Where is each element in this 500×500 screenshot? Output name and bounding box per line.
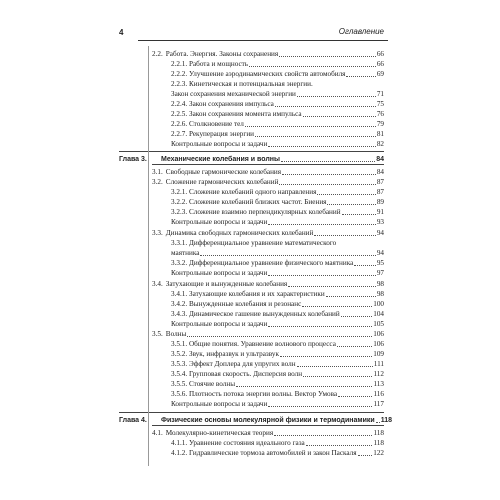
- entry-title: Свободные гармонические колебания: [165, 168, 282, 176]
- page-ref: 118: [380, 417, 393, 424]
- toc-entry: [171, 208, 384, 217]
- entry-title: Динамика свободных гармонических колебаний: [165, 229, 314, 237]
- dot-leader: [337, 346, 372, 347]
- dot-leader: [302, 306, 372, 307]
- page-ref: 109: [373, 350, 384, 358]
- toc-entry: [171, 110, 384, 119]
- page-ref: 94: [376, 229, 384, 237]
- page-ref: 104: [373, 310, 384, 318]
- toc-entry: [171, 380, 384, 389]
- toc-entry: [171, 439, 384, 448]
- section-number: 3.3.: [152, 229, 163, 237]
- dot-leader: [268, 406, 372, 407]
- page-ref: 93: [376, 218, 384, 226]
- page-ref: 122: [373, 449, 384, 457]
- chapter-label: Глава 3.: [119, 156, 147, 163]
- page-ref: 111: [373, 360, 384, 368]
- page-ref: 71: [376, 90, 384, 98]
- toc-entry: [152, 178, 384, 187]
- entry-title: 2.2.7. Рекуперация энергии: [171, 130, 255, 138]
- entry-title: 2.2.3. Кинетическая и потенциальная энергии.: [171, 80, 313, 88]
- page-ref: 91: [376, 208, 384, 216]
- section-number: 3.2.: [152, 178, 163, 186]
- entry-title: Молекулярно-кинетическая теория: [165, 429, 274, 437]
- page-ref: 89: [376, 198, 384, 206]
- toc-entry: [171, 249, 384, 258]
- page-ref: 113: [373, 380, 384, 388]
- page-ref: 112: [373, 370, 384, 378]
- dot-leader: [376, 422, 380, 423]
- dot-leader: [268, 275, 375, 276]
- section-number: 3.1.: [152, 168, 163, 176]
- page-number: 4: [119, 28, 124, 37]
- toc-entry: [152, 50, 384, 59]
- toc-entry: [152, 330, 384, 339]
- entry-title: 3.5.6. Плотность потока энергии волны. Вектор Умова: [171, 390, 338, 398]
- toc-entry: [171, 390, 384, 399]
- toc-entry: [152, 280, 384, 289]
- page-ref: 118: [373, 439, 384, 447]
- entry-title: Механические колебания и волны: [161, 156, 281, 163]
- section-number: 4.1.: [152, 429, 163, 437]
- dot-leader: [249, 66, 376, 67]
- page-ref: 105: [373, 320, 384, 328]
- section-divider: [119, 151, 384, 152]
- entry-title: 3.2.1. Сложение колебаний одного направления: [171, 188, 317, 196]
- entry-title: Контрольные вопросы и задачи: [171, 140, 268, 148]
- page-ref: 95: [376, 259, 384, 267]
- toc-entry: [171, 320, 384, 329]
- page-ref: 82: [376, 140, 384, 148]
- section-number: 3.4.: [152, 280, 163, 288]
- entry-title: Сложение гармонических колебаний: [165, 178, 279, 186]
- entry-title: 2.2.5. Закон сохранения момента импульса: [171, 110, 302, 118]
- dot-leader: [306, 445, 373, 446]
- entry-title: 3.2.3. Сложение взаимно перпендикулярных колебаний: [171, 208, 341, 216]
- page-ref: 118: [373, 429, 384, 437]
- toc-entry: [171, 70, 384, 79]
- dot-leader: [317, 194, 375, 195]
- entry-title: 2.2.4. Закон сохранения импульса: [171, 100, 274, 108]
- section-divider: [152, 164, 384, 165]
- page-ref: 79: [376, 120, 384, 128]
- dot-leader: [297, 96, 376, 97]
- section-number: 2.2.: [152, 50, 163, 58]
- toc-entry: [171, 340, 384, 349]
- toc-entry: [152, 168, 384, 177]
- entry-title: 3.5.5. Стоячие волны: [171, 380, 236, 388]
- toc-entry: [171, 60, 384, 69]
- toc-entry: [171, 259, 384, 268]
- toc-entry: [171, 370, 384, 379]
- entry-title: 3.3.2. Дифференциальное уравнение физического маятника: [171, 259, 354, 267]
- dot-leader: [326, 296, 376, 297]
- toc-entry: [171, 449, 384, 458]
- dot-leader: [245, 126, 376, 127]
- entry-title: 3.5.3. Эффект Доплера для упругих волн: [171, 360, 296, 368]
- entry-title: 3.5.4. Групповая скорость. Дисперсия волн: [171, 370, 303, 378]
- dot-leader: [279, 184, 375, 185]
- dot-leader: [268, 224, 375, 225]
- page-ref: 117: [373, 400, 384, 408]
- entry-title: 3.4.2. Вынужденные колебания и резонанс: [171, 300, 302, 308]
- dot-leader: [297, 366, 373, 367]
- page-ref: 66: [376, 60, 384, 68]
- page-ref: 84: [376, 168, 384, 176]
- entry-title: 3.2.2. Сложение колебаний близких частот. Биения: [171, 198, 327, 206]
- toc-entry: [171, 300, 384, 309]
- page-ref: 106: [373, 330, 384, 338]
- toc-entry: [171, 310, 384, 319]
- page-ref: 69: [376, 70, 384, 78]
- toc-entry: [171, 90, 384, 99]
- dot-leader: [354, 265, 376, 266]
- dot-leader: [342, 214, 376, 215]
- toc-entry: [171, 198, 384, 207]
- toc-entry: [171, 400, 384, 409]
- dot-leader: [275, 106, 376, 107]
- toc-entry: [171, 239, 384, 248]
- dot-leader: [187, 336, 372, 337]
- toc-chapter-entry: [161, 155, 384, 164]
- entry-title: 2.2.1. Работа и мощность: [171, 60, 249, 68]
- dot-leader: [288, 286, 376, 287]
- running-head: Оглавление: [338, 27, 384, 36]
- entry-title: 4.1.1. Уравнение состояния идеального газа: [171, 439, 305, 447]
- entry-title: Затухающие и вынужденные колебания: [165, 280, 288, 288]
- page-ref: 87: [376, 188, 384, 196]
- page-ref: 66: [376, 50, 384, 58]
- chapter-label: Глава 4.: [119, 417, 147, 424]
- dot-leader: [303, 116, 376, 117]
- entry-title: 3.5.1. Общие понятия. Уравнение волнового процесса: [171, 340, 336, 348]
- dot-leader: [346, 76, 375, 77]
- toc-entry: [171, 269, 384, 278]
- dot-leader: [255, 136, 376, 137]
- toc-entry: [152, 429, 384, 438]
- toc-entry: [152, 229, 384, 238]
- entry-title: 2.2.2. Улучшение аэродинамических свойств автомобиля: [171, 70, 346, 78]
- entry-title: Волны: [165, 330, 187, 338]
- entry-title: Контрольные вопросы и задачи: [171, 218, 268, 226]
- toc-entry: [171, 218, 384, 227]
- page-ref: 100: [373, 300, 384, 308]
- dot-leader: [268, 146, 375, 147]
- page-ref: 97: [376, 269, 384, 277]
- entry-title: маятника: [171, 249, 200, 257]
- dot-leader: [282, 174, 376, 175]
- toc-entry: [171, 290, 384, 299]
- entry-title: Работа. Энергия. Законы сохранения: [165, 50, 279, 58]
- entry-title: 3.5.2. Звук, инфразвук и ультразвук: [171, 350, 279, 358]
- toc-entry: [171, 360, 384, 369]
- page-ref: 87: [376, 178, 384, 186]
- page-ref: 75: [376, 100, 384, 108]
- dot-leader: [341, 316, 372, 317]
- page-ref: 76: [376, 110, 384, 118]
- page-ref: 81: [376, 130, 384, 138]
- page-ref: 94: [376, 249, 384, 257]
- section-number: 3.5.: [152, 330, 163, 338]
- section-divider: [152, 425, 384, 426]
- entry-title: Контрольные вопросы и задачи: [171, 320, 268, 328]
- entry-title: Физические основы молекулярной физики и термодинамики: [161, 417, 375, 424]
- dot-leader: [358, 455, 373, 456]
- dot-leader: [281, 161, 375, 162]
- indent-guide: [148, 46, 149, 466]
- toc-entry: [171, 140, 384, 149]
- dot-leader: [303, 376, 372, 377]
- toc-entry: [171, 120, 384, 129]
- dot-leader: [200, 255, 375, 256]
- page-ref: 106: [373, 340, 384, 348]
- page-ref: 98: [376, 290, 384, 298]
- dot-leader: [280, 356, 372, 357]
- entry-title: Закон сохранения механической энергии: [171, 90, 296, 98]
- dot-leader: [314, 235, 375, 236]
- dot-leader: [274, 435, 372, 436]
- dot-leader: [338, 396, 372, 397]
- toc-entry: [171, 188, 384, 197]
- entry-title: Контрольные вопросы и задачи: [171, 269, 268, 277]
- entry-title: 4.1.2. Гидравлические тормоза автомобилей и закон Паскаля: [171, 449, 357, 457]
- entry-title: 3.4.3. Динамическое гашение вынужденных колебаний: [171, 310, 340, 318]
- toc-entry: [171, 130, 384, 139]
- page-ref: 116: [373, 390, 384, 398]
- toc-entry: [171, 350, 384, 359]
- section-divider: [119, 412, 384, 413]
- dot-leader: [236, 386, 372, 387]
- toc-entry: [171, 80, 384, 89]
- entry-title: 2.2.6. Столкновение тел: [171, 120, 244, 128]
- page-ref: 84: [376, 156, 384, 163]
- toc-chapter-entry: [161, 416, 393, 425]
- dot-leader: [268, 326, 372, 327]
- entry-title: 3.3.1. Дифференциальное уравнение математического: [171, 239, 337, 247]
- dot-leader: [327, 204, 375, 205]
- toc-entry: [171, 100, 384, 109]
- dot-leader: [279, 56, 376, 57]
- entry-title: 3.4.1. Затухающие колебания и их характеристики: [171, 290, 325, 298]
- page-ref: 98: [376, 280, 384, 288]
- entry-title: Контрольные вопросы и задачи: [171, 400, 268, 408]
